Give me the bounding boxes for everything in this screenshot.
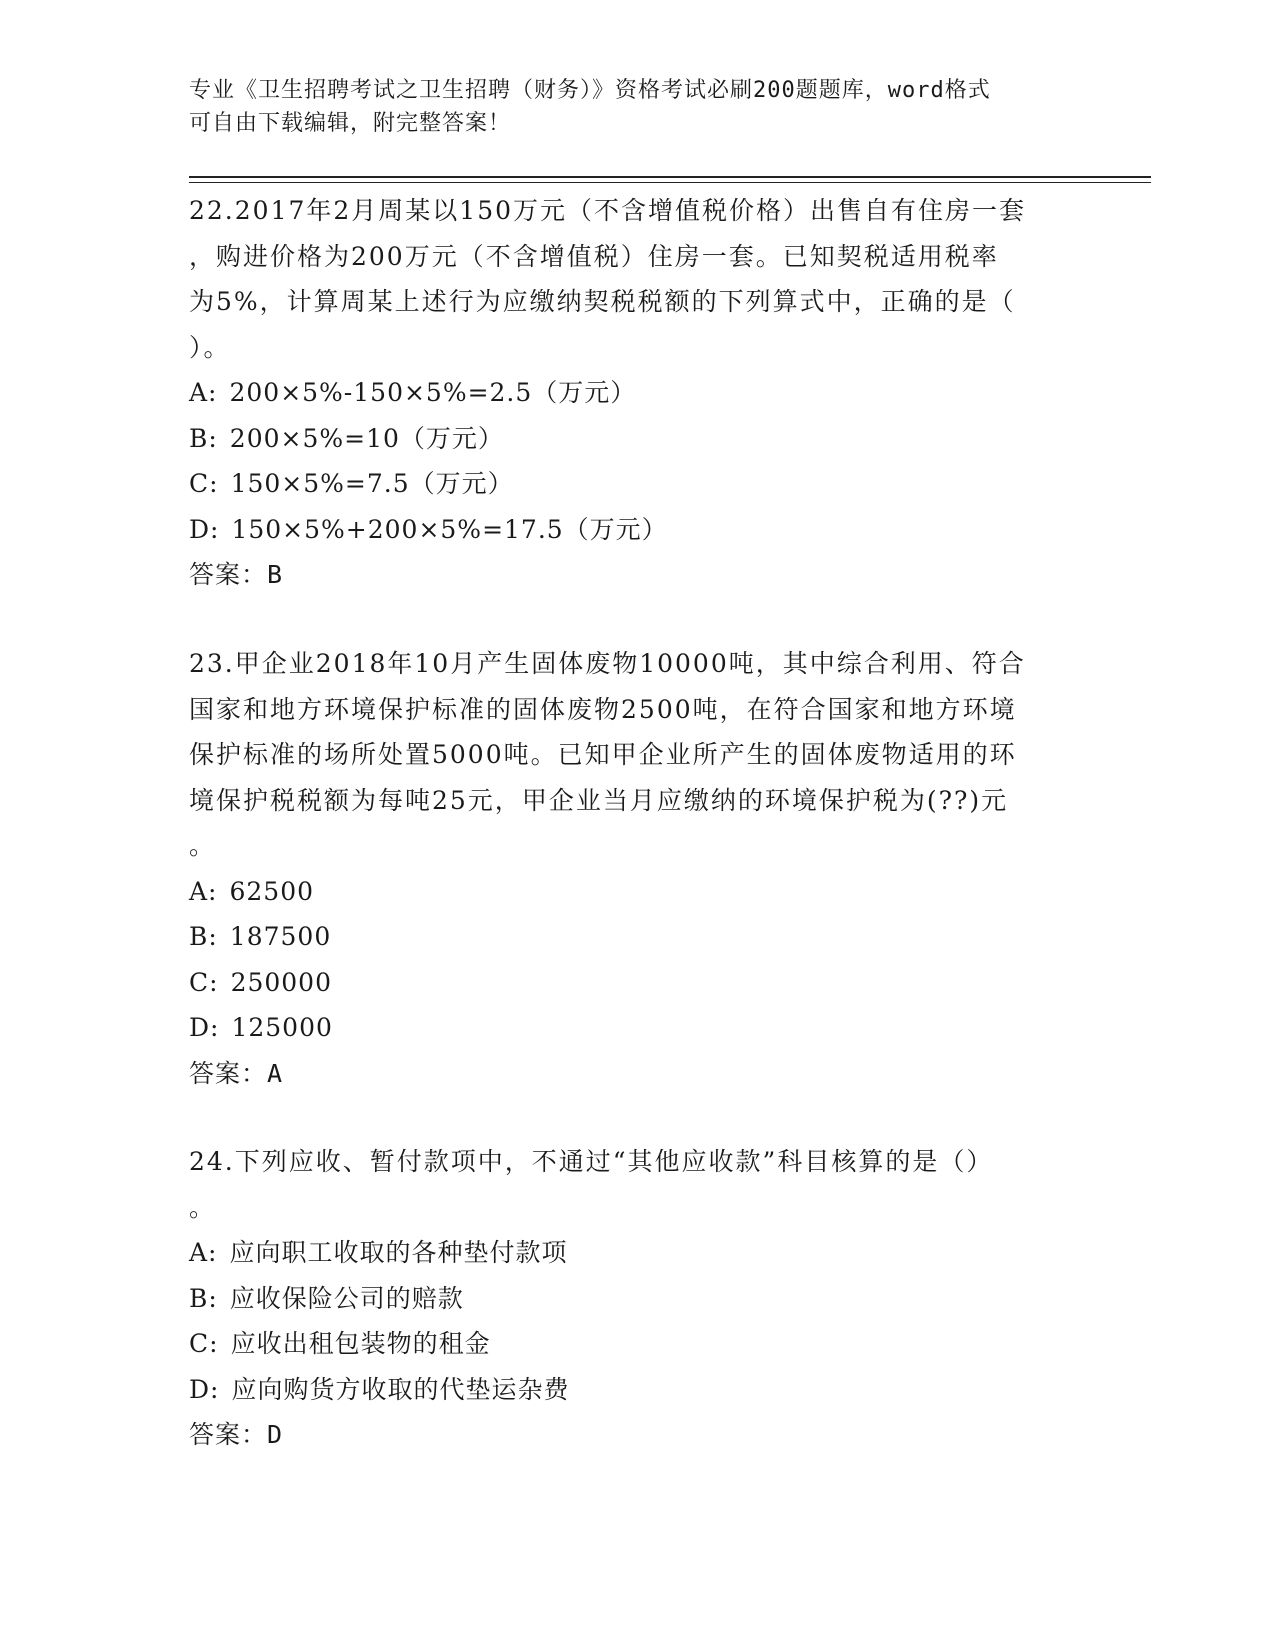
option-text: 150×5%=7.5（万元）	[230, 469, 514, 498]
option-key: B:	[189, 922, 218, 951]
option-key: C:	[189, 967, 219, 997]
option-key: D:	[189, 514, 220, 544]
option-text: 200×5%=10（万元）	[229, 423, 504, 453]
question-22	[189, 188, 1089, 598]
option-text: 187500	[229, 922, 332, 951]
answer-line: 答案：D	[189, 1420, 284, 1449]
option-key: B:	[189, 423, 218, 453]
stem-line: 22.2017年2月周某以150万元（不含增值税价格）出售自有住房一套	[189, 196, 1027, 225]
answer-line: 答案：B	[189, 560, 284, 589]
option-key: D:	[189, 1013, 220, 1042]
option-key: C:	[189, 469, 219, 498]
option-list	[189, 869, 1089, 1051]
option-a	[189, 370, 1089, 416]
option-d	[189, 507, 1089, 553]
option-text: 应收保险公司的赔款	[229, 1283, 464, 1313]
header-divider-thin	[189, 182, 1151, 183]
option-a	[189, 1230, 1089, 1276]
option-key: B:	[189, 1283, 218, 1313]
option-a	[189, 869, 1089, 915]
option-key: C:	[189, 1329, 219, 1358]
question-24	[189, 1139, 1089, 1458]
stem-line: 。	[189, 831, 217, 860]
question-stem	[189, 641, 1089, 869]
option-text: 150×5%+200×5%=17.5（万元）	[231, 514, 668, 544]
question-23	[189, 641, 1089, 1096]
header-line-2: 可自由下载编辑，附完整答案！	[189, 111, 512, 136]
option-text: 62500	[229, 876, 315, 906]
document-header	[189, 74, 1089, 140]
option-list	[189, 1230, 1089, 1412]
question-stem	[189, 1139, 1089, 1230]
question-stem	[189, 188, 1089, 370]
option-d	[189, 1367, 1089, 1413]
option-text: 应收出租包装物的租金	[230, 1329, 491, 1358]
stem-line: 为5%，计算周某上述行为应缴纳契税税额的下列算式中，正确的是（	[189, 287, 1016, 316]
option-c	[189, 1321, 1089, 1367]
option-b	[189, 914, 1089, 960]
stem-line: 23.甲企业2018年10月产生固体废物10000吨，其中综合利用、符合	[189, 649, 1026, 678]
header-divider-thick	[189, 176, 1151, 178]
option-text: 250000	[230, 967, 332, 997]
option-d	[189, 1005, 1089, 1051]
option-key: A:	[189, 876, 218, 906]
option-key: D:	[189, 1374, 220, 1404]
option-text: 应向购货方收取的代垫运杂费	[231, 1374, 570, 1404]
option-b	[189, 416, 1089, 462]
option-text: 200×5%-150×5%=2.5（万元）	[229, 378, 637, 407]
option-c	[189, 960, 1089, 1006]
option-key: A:	[189, 1238, 218, 1267]
option-text: 125000	[231, 1013, 333, 1042]
stem-line: 国家和地方环境保护标准的固体废物2500吨，在符合国家和地方环境	[189, 694, 1017, 724]
stem-line: ，购进价格为200万元（不含增值税）住房一套。已知契税适用税率	[189, 241, 999, 271]
option-list	[189, 370, 1089, 552]
stem-line: 24.下列应收、暂付款项中，不通过“其他应收款”科目核算的是（）	[189, 1147, 994, 1176]
option-b	[189, 1276, 1089, 1322]
option-text: 应向职工收取的各种垫付款项	[229, 1238, 568, 1267]
stem-line: 。	[189, 1192, 217, 1222]
stem-line: 保护标准的场所处置5000吨。已知甲企业所产生的固体废物适用的环	[189, 740, 1017, 769]
option-key: A:	[189, 378, 218, 407]
answer-line: 答案：A	[189, 1058, 284, 1088]
stem-line: 境保护税税额为每吨25元，甲企业当月应缴纳的环境保护税为(??)元	[189, 785, 1009, 815]
stem-line: ）。	[189, 332, 231, 362]
header-line-1: 专业《卫生招聘考试之卫生招聘（财务）》资格考试必刷200题题库，word格式	[189, 78, 991, 103]
option-c	[189, 461, 1089, 507]
